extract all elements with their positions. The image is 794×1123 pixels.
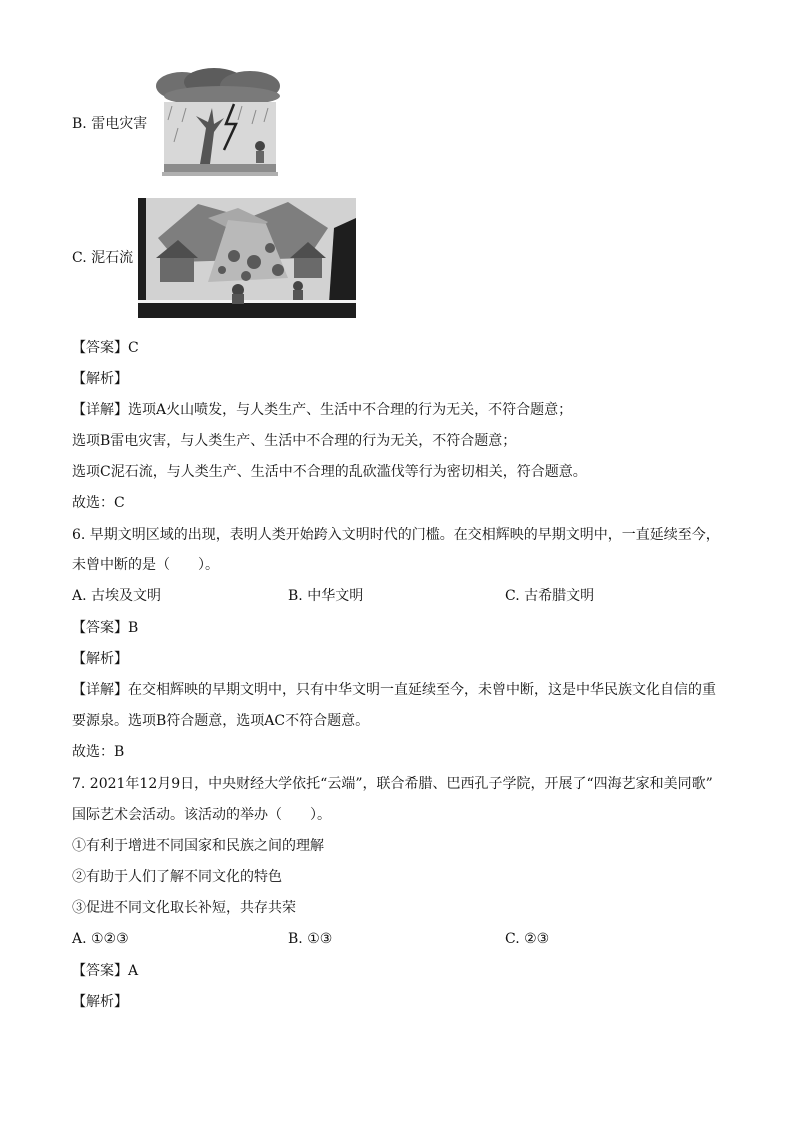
q6-stem-line-1: 6. 早期文明区域的出现，表明人类开始跨入文明时代的门槛。在交相辉映的早期文明中，一直延续至今， [72, 527, 720, 543]
q6-option-c: C. 古希腊文明 [505, 588, 595, 604]
q7-item-3: ③促进不同文化取长补短，共存共荣 [72, 900, 296, 916]
q7-item-2: ②有助于人们了解不同文化的特色 [72, 869, 282, 885]
q6-detail-2: 要源泉。选项B符合题意，选项AC不符合题意。 [72, 713, 370, 729]
q5-detail-1: 【详解】选项A火山喷发，与人类生产、生活中不合理的行为无关，不符合题意； [72, 402, 573, 418]
mudslide-illustration [138, 198, 356, 318]
option-c-label: C. 泥石流 [72, 250, 134, 266]
option-b-label: B. 雷电灾害 [72, 116, 148, 132]
q6-analysis-heading: 【解析】 [72, 651, 128, 667]
q5-detail-2: 选项B雷电灾害，与人类生产、生活中不合理的行为无关，不符合题意； [72, 433, 517, 449]
q7-option-c: C. ②③ [505, 931, 550, 947]
q6-choose: 故选：B [72, 744, 125, 760]
q6-answer: 【答案】B [72, 620, 139, 636]
q7-option-a: A. ①②③ [72, 931, 129, 947]
q5-choose: 故选：C [72, 495, 125, 511]
q7-stem-line-2: 国际艺术会活动。该活动的举办（ ）。 [72, 807, 331, 823]
q6-stem-line-2: 未曾中断的是（ ）。 [72, 557, 219, 573]
q7-stem-line-1: 7. 2021年12月9日，中央财经大学依托“云端”，联合希腊、巴西孔子学院，开展了“四海艺家和美同歌” [72, 776, 713, 792]
q5-answer: 【答案】C [72, 340, 139, 356]
q6-option-a: A. 古埃及文明 [72, 588, 162, 604]
q7-analysis-heading: 【解析】 [72, 994, 128, 1010]
q7-item-1: ①有利于增进不同国家和民族之间的理解 [72, 838, 324, 854]
thunderstorm-illustration [152, 68, 284, 184]
q7-option-b: B. ①③ [288, 931, 333, 947]
q5-analysis-heading: 【解析】 [72, 371, 128, 387]
q7-answer: 【答案】A [72, 963, 139, 979]
q6-detail-1: 【详解】在交相辉映的早期文明中，只有中华文明一直延续至今，未曾中断，这是中华民族文化自信的重 [72, 682, 716, 698]
q6-option-b: B. 中华文明 [288, 588, 364, 604]
q5-detail-3: 选项C泥石流，与人类生产、生活中不合理的乱砍滥伐等行为密切相关，符合题意。 [72, 464, 587, 480]
